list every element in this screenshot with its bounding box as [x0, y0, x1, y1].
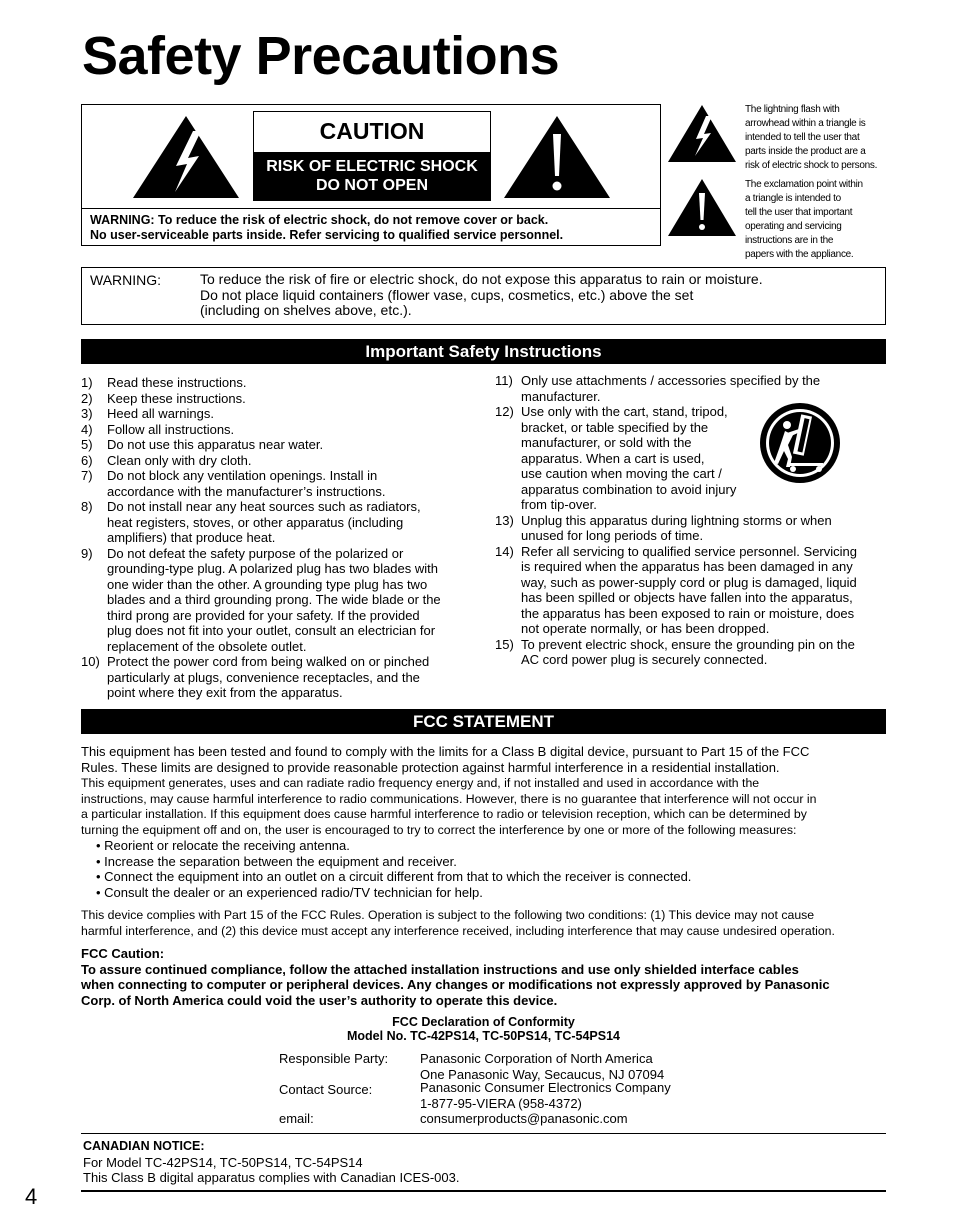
list-item-line: way, such as power-supply cord or plug is damaged, liquid — [521, 574, 857, 590]
list-item-line: Heed all warnings. — [107, 406, 214, 421]
divider — [81, 1133, 886, 1134]
text-line: This device complies with Part 15 of the FCC Rules. Operation is subject to the following two conditions: (1) This device may not cause — [81, 908, 815, 922]
list-item-number: 7) — [81, 468, 93, 483]
list-item-number: 15) — [495, 636, 514, 652]
list-item-line: manufacturer. — [521, 388, 601, 404]
text-line: To reduce the risk of fire or electric shock, do not expose this apparatus to rain or moisture. — [200, 271, 763, 287]
text-line: (including on shelves above, etc.). — [200, 302, 412, 318]
list-item — [81, 437, 476, 453]
list-item: • Increase the separation between the equipment and receiver. — [96, 853, 457, 869]
responsible-label: Responsible Party: — [279, 1051, 389, 1066]
email-label: email: — [279, 1111, 314, 1126]
list-item-number: 10) — [81, 654, 100, 669]
text-line: arrowhead within a triangle is — [745, 118, 866, 129]
caution-label — [253, 111, 491, 201]
list-item-line: point where they exit from the apparatus. — [107, 685, 343, 700]
list-item: • Consult the dealer or an experienced radio/TV technician for help. — [96, 884, 483, 900]
caution-shock-notice — [254, 152, 490, 200]
section-heading-safety: Important Safety Instructions — [81, 339, 886, 364]
text-line: To assure continued compliance, follow the attached installation instructions and use only shielded interface cables — [81, 961, 799, 977]
list-item-line: apparatus combination to avoid injury — [521, 481, 737, 497]
list-item-number: 8) — [81, 499, 93, 514]
caution-warning — [90, 213, 563, 243]
list-item — [81, 422, 476, 438]
text-line: instructions are in the — [745, 235, 834, 246]
caution-line: RISK OF ELECTRIC SHOCK — [266, 158, 478, 175]
list-item: • Connect the equipment into an outlet on a circuit different from that to which the receiver is connected. — [96, 869, 692, 884]
caution-warning-line: No user-serviceable parts inside. Refer servicing to qualified service personnel. — [90, 228, 564, 242]
list-item-line: Do not block any ventilation openings. Install in — [107, 468, 378, 483]
list-item-number: 4) — [81, 421, 93, 437]
lightning-triangle-icon — [667, 104, 737, 164]
list-item-line: is required when the apparatus has been damaged in any — [521, 559, 853, 574]
list-item-number: 5) — [81, 437, 93, 452]
text-line: Panasonic Corporation of North America — [420, 1051, 653, 1066]
list-item-line: Do not use this apparatus near water. — [107, 437, 324, 452]
list-item-line: Do not defeat the safety purpose of the polarized or — [107, 545, 404, 561]
divider — [81, 208, 661, 209]
fcc-paragraph — [81, 908, 887, 939]
text-line: parts inside the product are a — [745, 146, 866, 157]
text-line: operating and servicing — [745, 221, 842, 232]
list-item-line: Read these instructions. — [107, 375, 247, 390]
exclamation-triangle-icon — [667, 178, 737, 238]
list-item: • Reorient or relocate the receiving antenna. — [96, 838, 350, 853]
divider — [81, 1190, 886, 1192]
list-item-line: replacement of the obsolete outlet. — [107, 638, 307, 654]
declaration-heading — [81, 1015, 886, 1043]
list-item-line: manufacturer, or sold with the — [521, 435, 692, 450]
contact-value — [420, 1082, 671, 1111]
text-line: when connecting to computer or peripheral devices. Any changes or modifications not expressly approved by Panasonic — [81, 977, 830, 992]
list-item-line: Keep these instructions. — [107, 390, 246, 406]
list-item-line: not operate normally, or has been dropped. — [521, 621, 770, 636]
caution-line: DO NOT OPEN — [315, 177, 428, 194]
list-item-line: Follow all instructions. — [107, 421, 235, 437]
list-item-number: 6) — [81, 452, 93, 468]
list-item-line: Only use attachments / accessories specified by the — [521, 373, 821, 388]
list-item-line: Protect the power cord from being walked on or pinched — [107, 654, 430, 669]
caution-heading: CAUTION — [319, 118, 425, 144]
list-item-line: Clean only with dry cloth. — [107, 452, 252, 468]
list-item-line: one wider than the other. A grounding type plug has two — [107, 576, 428, 592]
text-line: risk of electric shock to persons. — [745, 160, 878, 171]
list-item-line: grounding-type plug. A polarized plug has two blades with — [107, 561, 438, 576]
lightning-triangle-icon — [131, 114, 241, 200]
list-item — [495, 544, 887, 637]
list-item-line: blades and a third grounding prong. The wide blade or the — [107, 592, 441, 607]
canadian-notice-title: CANADIAN NOTICE: — [83, 1139, 205, 1153]
text-line: papers with the appliance. — [745, 249, 854, 260]
list-item-line: particularly at plugs, convenience receptacles, and the — [107, 669, 420, 685]
text-line: Rules. These limits are designed to provide reasonable protection against harmful interference in a residential installation. — [81, 759, 780, 775]
list-item — [81, 391, 476, 407]
list-item — [495, 513, 887, 544]
list-item-line: use caution when moving the cart / — [521, 466, 722, 481]
list-item — [81, 453, 476, 469]
list-item-number: 2) — [81, 390, 93, 406]
section-heading-fcc: FCC STATEMENT — [81, 709, 886, 734]
caution-warning-line: WARNING: To reduce the risk of electric shock, do not remove cover or back. — [90, 213, 549, 227]
text-line: This Class B digital apparatus complies with Canadian ICES-003. — [83, 1170, 460, 1185]
text-line: This equipment has been tested and found to comply with the limits for a Class B digital device, pursuant to Part 15 of the FCC — [81, 744, 810, 759]
list-item-line: has been spilled or objects have fallen into the apparatus, — [521, 590, 853, 605]
fcc-paragraph — [81, 776, 887, 838]
list-item — [81, 406, 476, 422]
canadian-notice — [83, 1139, 459, 1186]
text-line: Panasonic Consumer Electronics Company — [420, 1080, 671, 1095]
list-item-number: 3) — [81, 406, 93, 421]
page-title: Safety Precautions — [82, 26, 560, 86]
contact-label — [279, 1082, 420, 1111]
list-item-number: 9) — [81, 545, 93, 561]
list-item — [81, 654, 476, 701]
list-item-line: unused for long periods of time. — [521, 528, 704, 543]
declaration-title: FCC Declaration of Conformity — [392, 1015, 575, 1029]
list-item — [81, 375, 476, 391]
list-item — [495, 373, 887, 404]
list-item-number: 14) — [495, 543, 514, 559]
list-item-line: amplifiers) that produce heat. — [107, 530, 276, 545]
text-line: a particular installation. If this equipment does cause harmful interference to radio or television reception, which can be determined by — [81, 807, 807, 821]
declaration-model: Model No. TC-42PS14, TC-50PS14, TC-54PS14 — [346, 1029, 620, 1043]
fcc-caution-title: FCC Caution: — [81, 946, 165, 961]
list-item-line: apparatus. When a cart is used, — [521, 450, 705, 466]
text-line: Corp. of North America could void the user’s authority to operate this device. — [81, 992, 558, 1008]
list-item-line: To prevent electric shock, ensure the grounding pin on the — [521, 636, 855, 652]
list-item-line: heat registers, stoves, or other apparatus (including — [107, 514, 404, 530]
cart-warning-icon — [757, 401, 843, 485]
text-line: intended to tell the user that — [745, 132, 860, 143]
page-number: 4 — [25, 1184, 38, 1209]
list-item-line: accordance with the manufacturer’s instructions. — [107, 483, 386, 499]
fcc-caution — [81, 946, 887, 1008]
text-line: Contact Source: — [279, 1082, 373, 1097]
list-item-number: 13) — [495, 512, 514, 528]
list-item — [495, 637, 887, 668]
fcc-paragraph — [81, 744, 887, 775]
list-item-line: plug does not fit into your outlet, consult an electrician for — [107, 623, 436, 638]
text-line: harmful interference, and (2) this device must accept any interference received, including interference that may cause undesired operation. — [81, 923, 835, 938]
list-item-line: from tip-over. — [521, 497, 597, 512]
list-item-line: the apparatus has been exposed to rain or moisture, does — [521, 605, 855, 621]
list-item — [81, 546, 476, 655]
list-item-line: third prong are provided for your safety. If the provided — [107, 607, 420, 623]
list-item-line: Do not install near any heat sources such as radiators, — [107, 499, 421, 514]
text-line: The exclamation point within — [745, 179, 863, 190]
list-item-number: 1) — [81, 375, 93, 390]
list-item-number: 12) — [495, 404, 514, 419]
list-item-line: bracket, or table specified by the — [521, 419, 709, 435]
text-line: turning the equipment off and on, the user is encouraged to try to correct the interference by one or more of the following measures: — [81, 822, 797, 837]
warning-label: WARNING: — [90, 272, 162, 288]
warning-text — [200, 272, 870, 319]
list-item-line: Unplug this apparatus during lightning storms or when — [521, 512, 832, 528]
email-value: consumerproducts@panasonic.com — [420, 1111, 628, 1126]
text-line: One Panasonic Way, Secaucus, NJ 07094 — [420, 1067, 665, 1082]
text-line: The lightning flash with — [745, 104, 840, 115]
list-item — [81, 468, 476, 499]
text-line: tell the user that important — [745, 207, 853, 218]
instructions-list-left — [81, 375, 476, 701]
list-item-number: 11) — [495, 373, 513, 388]
text-line: This equipment generates, uses and can radiate radio frequency energy and, if not installed and used in accordance with the — [81, 776, 760, 790]
text-line: For Model TC-42PS14, TC-50PS14, TC-54PS14 — [83, 1154, 363, 1170]
exclamation-explanation — [745, 178, 863, 262]
exclamation-triangle-icon — [502, 114, 612, 200]
text-line: a triangle is intended to — [745, 193, 841, 204]
list-item-line: Refer all servicing to qualified service personnel. Servicing — [521, 543, 857, 559]
text-line: 1-877-95-VIERA (958-4372) — [420, 1096, 582, 1111]
lightning-explanation — [745, 103, 877, 173]
text-line: Do not place liquid containers (flower vase, cups, cosmetics, etc.) above the set — [200, 286, 694, 303]
fcc-measures-list — [96, 838, 876, 900]
declaration-table — [279, 1051, 671, 1126]
list-item-line: Use only with the cart, stand, tripod, — [521, 404, 728, 419]
list-item — [81, 499, 476, 546]
text-line: instructions, may cause harmful interference to radio communications. However, there is no guarantee that interference will not occur in — [81, 791, 817, 806]
responsible-value — [420, 1051, 671, 1082]
list-item-line: AC cord power plug is securely connected. — [521, 652, 768, 667]
